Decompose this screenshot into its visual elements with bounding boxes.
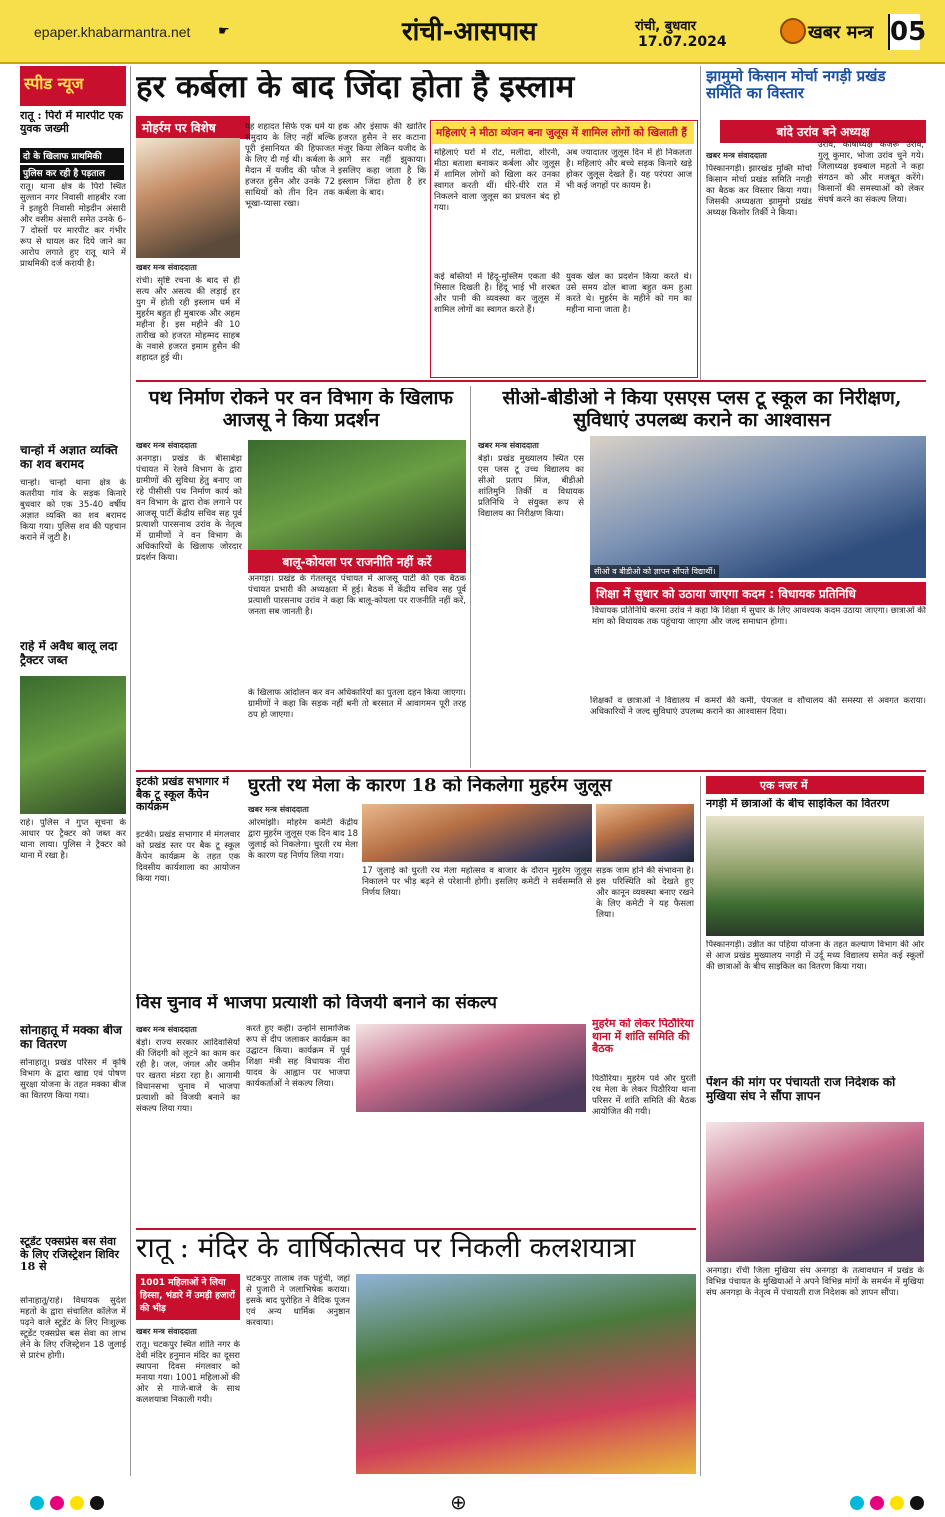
site-url[interactable]: epaper.khabarmantra.net xyxy=(34,24,191,40)
kalash-body-col2: चटकपुर तालाब तक पहुंची, जहां से पुजारी ने जलाभिषेक कराया। इसके बाद पुरोहित ने वैदिक पूजन एवं अन्य धार्मिक अनुष्ठान करवाया। xyxy=(246,1274,350,1328)
ajsu-body-col2: के खिलाफ आंदोलन कर वन अधिकारियों का पुतला दहन किया जाएगा। ग्रामीणों ने कहा कि सड़क नहीं बनी तो बरसात में आवागमन पूरी तरह ठप हो जाएगा। xyxy=(248,688,466,720)
ajsu-headline: पथ निर्माण रोकने पर वन विभाग के खिलाफ आजसू ने किया प्रदर्शन xyxy=(148,388,454,431)
jmm-subhead: बांदे उरांव बने अध्यक्ष xyxy=(720,120,926,143)
mukhiya-memorandum-photo xyxy=(706,1122,924,1262)
cycle-distribution-photo xyxy=(706,816,924,936)
brief-1-points xyxy=(20,148,124,180)
black-register-mark-icon xyxy=(90,1496,104,1510)
ajsu-inset-body: अनगड़ा। प्रखंड के गेतलसूद पंचायत में आजसू पार्टी की एक बैठक पंचायत प्रभारी की अध्यक्षता में हुई। बैठक में केंद्रीय सचिव सह पूर्व प्रत्याशी पारसनाथ उरांव ने कहा कि बालू-कोयला पर राजनीति नहीं करें, जनता सब जानती है। xyxy=(248,574,466,617)
kalash-byline: खबर मन्त्र संवाददाता xyxy=(136,1327,197,1336)
column-divider xyxy=(470,386,471,768)
school-inset-body: विधायक प्रतिनिधि करमा उरांव ने कहा कि शिक्षा में सुधार के लिए आवश्यक कदम उठाया जाएगा। छात्राओं की मांग को विधायक तक पहुंचाया जाएगा और जल्द समाधान होगा। xyxy=(592,606,926,627)
mukhiya-headline: पेंशन की मांग पर पंचायती राज निदेशक को मुखिया संघ ने सौंपा ज्ञापन xyxy=(706,1076,896,1103)
dateline-date: 17.07.2024 xyxy=(638,34,727,50)
lead-inset-col1: महिलाएं घरों में रोट, मलीदा, शीरनी, मीठा बताशा बनाकर कर्बला और जुलूस में शामिल लोगों को खिला कर उनका स्वागत करती थीं। धीरे-धीरे रात में निकलने वाला जुलूस का प्रचलन बंद हो गया। xyxy=(434,148,560,213)
brand-name: खबर मन्त्र xyxy=(808,22,874,43)
brief-1-headline: रातू : पिर्रा में मारपीट एक युवक जख्मी xyxy=(20,110,123,135)
brief-2-body: चान्हो। चान्हो थाना क्षेत्र के कतरीया गांव के सड़क किनारे बुधवार को एक 35-40 वर्षीय अज्ञात व्यक्ति का शव बरामद किया गया। पुलिस शव की पहचान कराने में जुटी है। xyxy=(20,478,126,543)
section-rule xyxy=(136,380,926,382)
school-inspection-photo xyxy=(590,436,926,578)
rath-meeting-photo-1 xyxy=(362,804,592,862)
section-rule xyxy=(136,1228,696,1230)
brief-2-headline: चान्हो में अज्ञात व्यक्ति का शव बरामद xyxy=(20,444,118,471)
speed-news-label: स्पीड न्यूज xyxy=(24,74,84,93)
pointer-icon: ☛ xyxy=(218,24,230,39)
jmm-byline: खबर मन्त्र संवाददाता xyxy=(706,151,767,160)
brief-3-body: राहे। पुलिस ने गुप्त सूचना के आधार पर ट्रैक्टर को जब्त कर थाना लाया। पुलिस ने ट्रैक्टर को थाना में रखा है। xyxy=(20,818,126,861)
bjp-body-col2: करते हुए कही। उन्होंने सामाजिक रूप से दीप जलाकर कार्यक्रम का उद्घाटन किया। कार्यक्रम में पूर्व शिक्षा मंत्री सह विधायक नीरा यादव के आह्वान पर भाजपा कार्यकर्ताओं ने संकल्प लिया। xyxy=(246,1024,350,1089)
ajsu-inset-headline: बालू-कोयला पर राजनीति नहीं करें xyxy=(248,550,466,573)
lead-inset-col3: कई बस्तियों में हिंदू-मुस्लिम एकता की मिसाल दिखती है। हिंदू भाई भी शरबत और पानी की व्यवस्था कर जुलूस में शामिल लोगों का स्वागत करते हैं। xyxy=(434,272,560,315)
speed-news-badge xyxy=(20,66,126,106)
pithoria-body: पिठौरिया। मुहर्रम पर्व और घुरती रथ मेला के लेकर पिठौरिया थाना परिसर में शांति समिति की बैठक आयोजित की गयी। xyxy=(592,1074,696,1117)
rath-body-col2: 17 जुलाई को घुरती रथ मेला महोत्सव व बाजार के दौरान मुहर्रम जुलूस निकालने पर भीड़ बढ़ने से परेशानी होगी। इसलिए कमेटी ने सर्वसम्मति से निर्णय लिया। xyxy=(362,866,592,898)
brief-5-headline: स्टूडेंट एक्सप्रेस बस सेवा के लिए रजिस्ट्रेशन शिविर 18 से xyxy=(20,1236,120,1274)
lead-inset-header xyxy=(432,122,694,144)
lead-body-col3: हक और इंसाफ की खातिर हजरत हुसैन ने सर कटाना मंजूर किया लेकिन यजीद के आगे सर नहीं झुकाया। इसलिए कहा जाता है कि इस्लाम जिंदा होता है हर कर्बला के बाद। xyxy=(338,122,426,198)
kalash-kicker-box xyxy=(136,1274,240,1320)
lead-inset-headline: महिलाएं ने मीठा व्यंजन बना जुलूस में शामिल लोगों को खिलाती हैं xyxy=(436,127,687,139)
ajsu-body-col1: अनगड़ा। प्रखंड के बीसाबेड़ा पंचायत में रेलवे विभाग के द्वारा ग्रामीणों की सुविधा हेतु बनाए जा रहे पीसीसी पथ निर्माण कार्य को वन विभाग के द्वारा रोक लगाने पर आजसू पार्टी केंद्रीय सचिव सह पूर्व प्रत्याशी पारसनाथ उरांव के नेतृत्व में ग्रामीणों ने वन विभाग के अधिकारियों के खिलाफ जोरदार प्रदर्शन किया। xyxy=(136,454,242,563)
school-inset-headline: शिक्षा में सुधार को उठाया जाएगा कदम : विधायक प्रतिनिधि xyxy=(590,582,926,605)
school-headline: सीओ-बीडीओ ने किया एसएस प्लस टू स्कूल का निरीक्षण, सुविधाएं उपलब्ध कराने का आश्वासन xyxy=(502,388,902,431)
magenta-register-mark-icon xyxy=(50,1496,64,1510)
brief-4-headline: सोनाहातू में मक्का बीज का वितरण xyxy=(20,1024,122,1051)
kalash-kicker: 1001 महिलाओं ने लिया हिस्सा, भंडारे में उमड़ी हजारों की भीड़ xyxy=(140,1278,235,1314)
mukhiya-body: अनगड़ा। राँची जिला मुखिया संघ अनगड़ा के तत्वावधान में प्रखंड के विभिन्न पंचायत के मुखियाओं ने अपने विभिन्न मांगों के समर्थन में मुखिया संघ अनगड़ा के नेतृत्व में पंचायती राज निदेशक को ज्ञापन सौंपा। xyxy=(706,1266,924,1298)
rath-headline: घुरती रथ मेला के कारण 18 को निकलेगा मुहर्रम जुलूस xyxy=(248,776,612,796)
itki-body: इटकी। प्रखंड सभागार में मंगलवार को प्रखंड स्तर पर बैक टू स्कूल कैंपेन कार्यक्रम के तहत एक दिवसीय कार्यशाला का आयोजन किया गया। xyxy=(136,830,240,884)
lead-headline: हर कर्बला के बाद जिंदा होता है इस्लाम xyxy=(136,70,575,105)
bjp-body-col1: बेड़ो। राज्य सरकार आदिवासियों की जिंदगी को लूटने का काम कर रही है। जल, जंगल और जमीन पर खतरा मंडरा रहा है। आगामी विधानसभा चुनाव में भाजपा प्रत्याशी को विजयी बनाने का संकल्प लिया गया। xyxy=(136,1038,240,1114)
school-body-col1: बेड़ो। प्रखंड मुख्यालय स्थित एस एस प्लस टू उच्च विद्यालय का सीओ प्रताप मिंज, बीडीओ शांतिमुनि तिर्की व विधायक प्रतिनिधि ने संयुक्त रूप से विद्यालय का निरीक्षण किया। xyxy=(478,454,584,519)
yellow-register-mark-icon xyxy=(70,1496,84,1510)
lead-body-col2: यह शहादत सिर्फ एक धर्म या समुदाय के लिए नहीं बल्कि पूरी इंसानियत की हिफाजत के लिए दी गई थी। कर्बला के मैदान में यजीद की फौज ने हजरत हुसैन और उनके 72 साथियों को तीन दिन तक भूखा-प्यासा रखा। xyxy=(245,122,335,209)
rath-meeting-photo-2 xyxy=(596,804,694,862)
dateline-city: रांची, बुधवार xyxy=(635,19,697,34)
jmm-body-col1: पिस्कानगड़ी। झारखंड मुक्ति मोर्चा किसान मोर्चा प्रखंड समिति नगड़ी का बैठक कर विस्तार किया गया। जिसकी अध्यक्षता झामुमो प्रखंड अध्यक्ष किशोर तिर्की ने किया। xyxy=(706,164,812,218)
lead-portrait-photo xyxy=(136,138,240,258)
black-register-mark-icon xyxy=(910,1496,924,1510)
school-byline: खबर मन्त्र संवाददाता xyxy=(478,441,539,450)
cyan-register-mark-icon xyxy=(30,1496,44,1510)
jmm-body-col2: उरांव, कोषाध्यक्ष कजरू उरांव, गुलू कुमार, भोजा उरांव चुने गये। जिलाध्यक्ष इक्बाल महतो ने कहा संगठन को और मजबूत करेंगे। किसानों की समस्याओं को लेकर संघर्ष करने का संकल्प लिया। xyxy=(818,140,924,205)
bjp-headline: विस चुनाव में भाजपा प्रत्याशी को विजयी बनाने का संकल्प xyxy=(136,994,497,1013)
yellow-register-mark-icon xyxy=(890,1496,904,1510)
rath-body-col3: सड़क जाम होने की संभावना है। इस परिस्थिति को देखते हुए और कानून व्यवस्था बनाए रखने के लिए कमेटी ने यह फैसला लिया। xyxy=(596,866,694,920)
bjp-byline: खबर मन्त्र संवाददाता xyxy=(136,1025,197,1034)
cycle-headline: नगड़ी में छात्राओं के बीच साइकिल का वितरण xyxy=(706,798,890,810)
lead-inset-col4: युवक खेल का प्रदर्शन किया करते थे। उसे समय ढोल बाजा बहुत कम हुआ करते थे। मुहर्रम के महीने को गम का महीना माना जाता है। xyxy=(566,272,692,315)
crosshair-register-icon: ⊕ xyxy=(450,1490,467,1514)
rath-byline: खबर मन्त्र संवाददाता xyxy=(248,805,309,814)
kalash-body-col1: रातू। चटकपुर स्थित शांति नगर के देवी मंदिर हनुमान मंदिर का दूसरा स्थापना दिवस मंगलवार को मनाया गया। 1001 महिलाओं की ओर से गाजे-बाजे के साथ कलशयात्रा निकाली गयी। xyxy=(136,1340,240,1405)
bjp-meeting-photo xyxy=(356,1024,586,1112)
column-divider xyxy=(700,66,701,380)
rath-body-col1: ओरमांझी। मोहर्रम कमेटी केंद्रीय द्वारा मुहर्रम जुलूस एक दिन बाद 18 जुलाई को निकलेगा। घुरती रथ मेला के कारण यह निर्णय लिया गया। xyxy=(248,818,358,861)
brief-4-body: सोनाहातू। प्रखंड परिसर में कृषि विभाग के द्वारा खाद्य एवं पोषण सुरक्षा योजना के तहत मक्का बीज का वितरण किया गया। xyxy=(20,1058,126,1101)
brief-1-body: रातू। थाना क्षेत्र के पिर्रा स्थित सुल्तान नगर निवासी शाहबीर रजा ने इतहुरी निवासी मोइदीन अंसारी और वसीम अंसारी समेत उनके 6-7 दोस्तों पर मारपीट कर गंभीर रूप से घायल कर दिये जाने का आरोप लगाते हुए रातू थाने में प्राथमिकी दर्ज करायी है। xyxy=(20,182,126,269)
brief-5-body: सोनाहातू/राहे। विधायक सुदेश महतो के द्वारा संचालित कॉलेज में पढ़ने वाले स्टूडेंट के लिए निःशुल्क स्टूडेंट एक्सप्रेस बस सेवा का लाभ लेने के लिए रजिस्ट्रेशन 18 जुलाई से प्रारंभ होगी। xyxy=(20,1296,126,1361)
pithoria-headline: मुहर्रम को लेकर पिठौरिया थाना में शांति समिति की बैठक xyxy=(592,1018,694,1056)
brief-3-headline: राहे में अवैध बालू लदा ट्रैक्टर जब्त xyxy=(20,640,118,667)
cycle-body: पिस्कानगड़ी। उन्नीत का पहिया योजना के तहत कल्याण विभाग की ओर से आज प्रखंड मुख्यालय नगड़ी में उर्दू मध्य विद्यालय समेत कई स्कूलों की छात्राओं के बीच साइकिल का वितरण किया गया। xyxy=(706,940,924,972)
ajsu-protest-photo xyxy=(248,440,466,550)
cyan-register-mark-icon xyxy=(850,1496,864,1510)
lead-body-col1: रांची। सृष्टि रचना के बाद से ही सत्य और असत्य की लड़ाई हर युग में होती रही इस्लाम धर्म में मुहर्रम बहुत ही मुबारक और अहम महीना है। इस महीने की 10 तारीख को हजरत मोहम्मद साहब के नवासे हजरत इमाम हुसैन की शहादत हुई थी। xyxy=(136,276,240,363)
tractor-photo xyxy=(20,676,126,814)
kalash-headline: रातू : मंदिर के वार्षिकोत्सव पर निकली कलशयात्रा xyxy=(136,1232,636,1264)
lead-byline: खबर मन्त्र संवाददाता xyxy=(136,263,197,272)
brief-1-point: दो के खिलाफ प्राथमिकी xyxy=(20,148,124,163)
magenta-register-mark-icon xyxy=(870,1496,884,1510)
lead-kicker: मोहर्रम पर विशेष xyxy=(136,116,250,139)
section-title: रांची-आसपास xyxy=(402,17,537,47)
brand-logo-icon xyxy=(780,18,806,44)
cycle-tag: एक नजर में xyxy=(760,779,808,792)
cycle-tag-bar xyxy=(706,776,924,794)
ajsu-byline: खबर मन्त्र संवाददाता xyxy=(136,441,197,450)
school-photo-caption: सीओ व बीडीओ को ज्ञापन सौंपते विद्यार्थी। xyxy=(590,565,719,578)
column-divider xyxy=(700,776,701,1476)
brief-1-point: पुलिस कर रही है पड़ताल xyxy=(20,165,124,180)
jmm-headline: झामुमो किसान मोर्चा नगड़ी प्रखंड समिति का विस्तार xyxy=(706,68,886,103)
page-number: 05 xyxy=(888,14,920,50)
footer-strip xyxy=(0,1480,945,1517)
lead-inset-col2: अब ज्यादातर जुलूस दिन में ही निकलता है। महिलाएं और बच्चे सड़क किनारे खड़े होकर जुलूस देखते हैं। यह परंपरा आज भी कई जगहों पर कायम है। xyxy=(566,148,692,191)
itki-headline: इटकी प्रखंड सभागार में बैक टू स्कूल कैंपेन कार्यक्रम xyxy=(136,776,230,814)
kalash-procession-photo xyxy=(356,1274,696,1474)
masthead-bar xyxy=(0,0,945,64)
section-rule xyxy=(136,770,926,772)
school-body-col2: शिक्षकों व छात्राओं ने विद्यालय में कमरों की कमी, पेयजल व शौचालय की समस्या से अवगत कराया। अधिकारियों ने जल्द सुविधाएं उपलब्ध कराने का आश्वासन दिया। xyxy=(590,696,926,717)
column-divider xyxy=(130,66,131,1476)
